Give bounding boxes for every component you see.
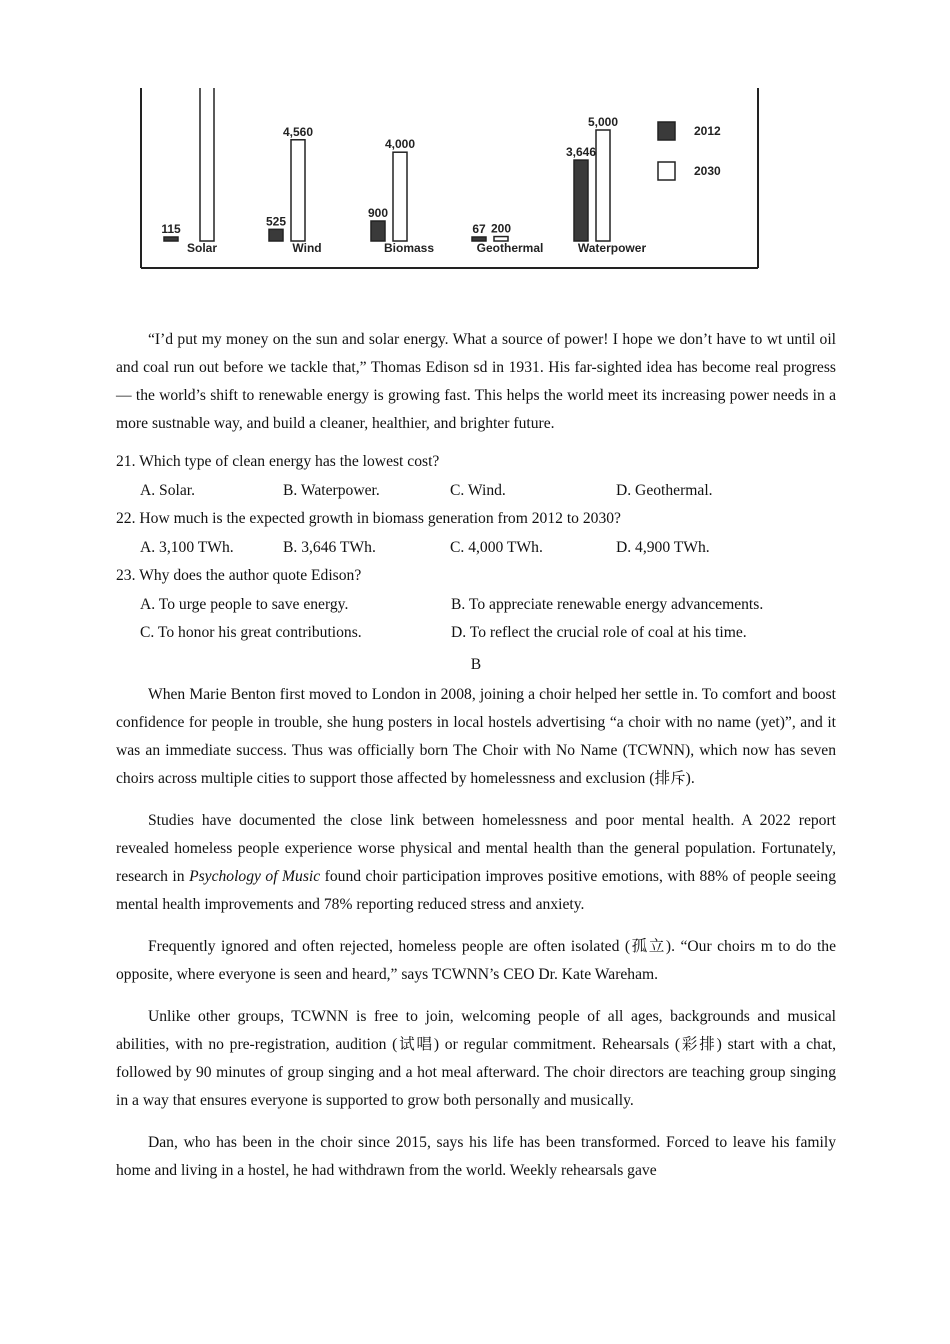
question-23-stem: 23. Why does the author quote Edison? [116,567,362,584]
energy-bar-chart [136,88,762,272]
value-label-waterpower-2012: 3,646 [565,145,597,160]
p2-text-start: Studies have documented the close link between homelessness and poor mental health. A 2022 report revealed homeless people experience worse physical and mental health than the general population. Fortunately, research in [116,811,836,885]
section-b-heading: B [470,655,482,673]
value-label-biomass-2030: 4,000 [384,137,416,152]
question-23-options-row1 [116,591,836,620]
category-label-solar: Solar [186,241,218,255]
bar-solar-2012 [164,237,178,241]
value-label-waterpower-2030: 5,000 [587,115,619,129]
question-21-options [116,477,836,506]
q22-option-d[interactable]: D. 4,900 TWh. [616,538,710,556]
legend-label-2012: 2012 [694,124,721,138]
q21-option-c[interactable]: C. Wind. [450,481,506,499]
legend-swatch-2012 [658,122,675,140]
chart-svg [136,88,762,272]
category-label-biomass: Biomass [383,241,435,255]
legend-swatch-2030 [658,162,675,180]
q23-option-c[interactable]: C. To honor his great contributions. [140,624,362,641]
q21-option-a[interactable]: A. Solar. [140,481,196,499]
passage-a-intro: “I’d put my money on the sun and solar energy. What a source of power! I hope we don’t have to wt until oil and coal run out before we tackle that,” Thomas Edison sd in 1931. His far-sighted idea has become real progress — the world’s shift to renewable energy is growing fast. This helps the world meet its increasing power needs in a more sustnable way, and build a cleaner, healthier, and brighter future. [116,331,836,432]
value-label-biomass-2012: 900 [367,206,389,221]
value-label-wind-2030: 4,560 [282,124,314,139]
p2-text-end: found choir participation improves positive emotions, with 88% of people seeing mental health improvements and 78% reporting reduced stress and anxiety. [116,867,836,913]
category-label-geothermal: Geothermal [476,241,544,255]
passage-b-paragraph-5: Dan, who has been in the choir since 2015, says his life has been transformed. Forced to leave his family home and living in a hostel, he had withdrawn from the world. Weekly rehearsals gave [116,1133,836,1179]
category-label-waterpower: Waterpower [577,241,647,255]
q21-option-d[interactable]: D. Geothermal. [616,481,713,499]
bar-biomass-2012 [371,221,385,241]
exam-content [116,326,836,1185]
legend-label-2030: 2030 [694,164,721,178]
value-label-solar-2012: 115 [161,222,181,236]
q23-option-a[interactable]: A. To urge people to save energy. [140,595,349,613]
passage-b-paragraph-1: When Marie Benton first moved to London in 2008, joining a choir helped her settle in. To comfort and boost confidence for people in trouble, she hung posters in local hostels advertising “a choir with no name (yet)”, and it was an immediate success. Thus was officially born The Choir with No Name (TCWNN), which now has seven choirs across multiple cities to support those affected by homelessness and exclusion (排斥). [116,685,836,787]
q22-option-b[interactable]: B. 3,646 TWh. [283,538,376,556]
bar-solar-2030 [200,88,214,241]
passage-b-paragraph-3: Frequently ignored and often rejected, homeless people are often isolated (孤立). “Our choirs m to do the opposite, where everyone is seen and heard,” says TCWNN’s CEO Dr. Kate Wareham. [116,937,836,983]
q21-option-b[interactable]: B. Waterpower. [283,481,380,499]
value-label-geothermal-2030: 200 [490,221,512,236]
question-22-options [116,534,836,563]
q23-option-b[interactable]: B. To appreciate renewable energy advancements. [451,595,764,613]
journal-title: Psychology of Music [189,867,321,885]
question-23-options-row2 [116,619,836,648]
q22-option-c[interactable]: C. 4,000 TWh. [450,538,543,556]
bar-biomass-2030 [393,152,407,241]
passage-b-paragraph-4: Unlike other groups, TCWNN is free to join, welcoming people of all ages, backgrounds and musical abilities, with no pre-registration, audition (试唱) or regular commitment. Rehearsals (彩排) start with a chat, followed by 90 minutes of group singing and a hot meal afterward. The choir directors are teaching group singing in a way that ensures everyone is supported to grow both personally and musically. [116,1007,836,1109]
bar-waterpower-2030 [596,130,610,241]
bar-wind-2030 [291,140,305,241]
question-22-stem: 22. How much is the expected growth in biomass generation from 2012 to 2030? [116,510,621,527]
category-label-wind: Wind [292,241,322,255]
value-label-geothermal-2012: 67 [472,222,486,236]
q23-option-d[interactable]: D. To reflect the crucial role of coal at his time. [451,624,747,641]
bar-wind-2012 [269,229,283,241]
bar-waterpower-2012 [574,160,588,241]
question-21-stem: 21. Which type of clean energy has the lowest cost? [116,453,440,470]
value-label-wind-2012: 525 [265,214,287,229]
q22-option-a[interactable]: A. 3,100 TWh. [140,538,234,556]
passage-b-paragraph-2 [116,807,836,919]
